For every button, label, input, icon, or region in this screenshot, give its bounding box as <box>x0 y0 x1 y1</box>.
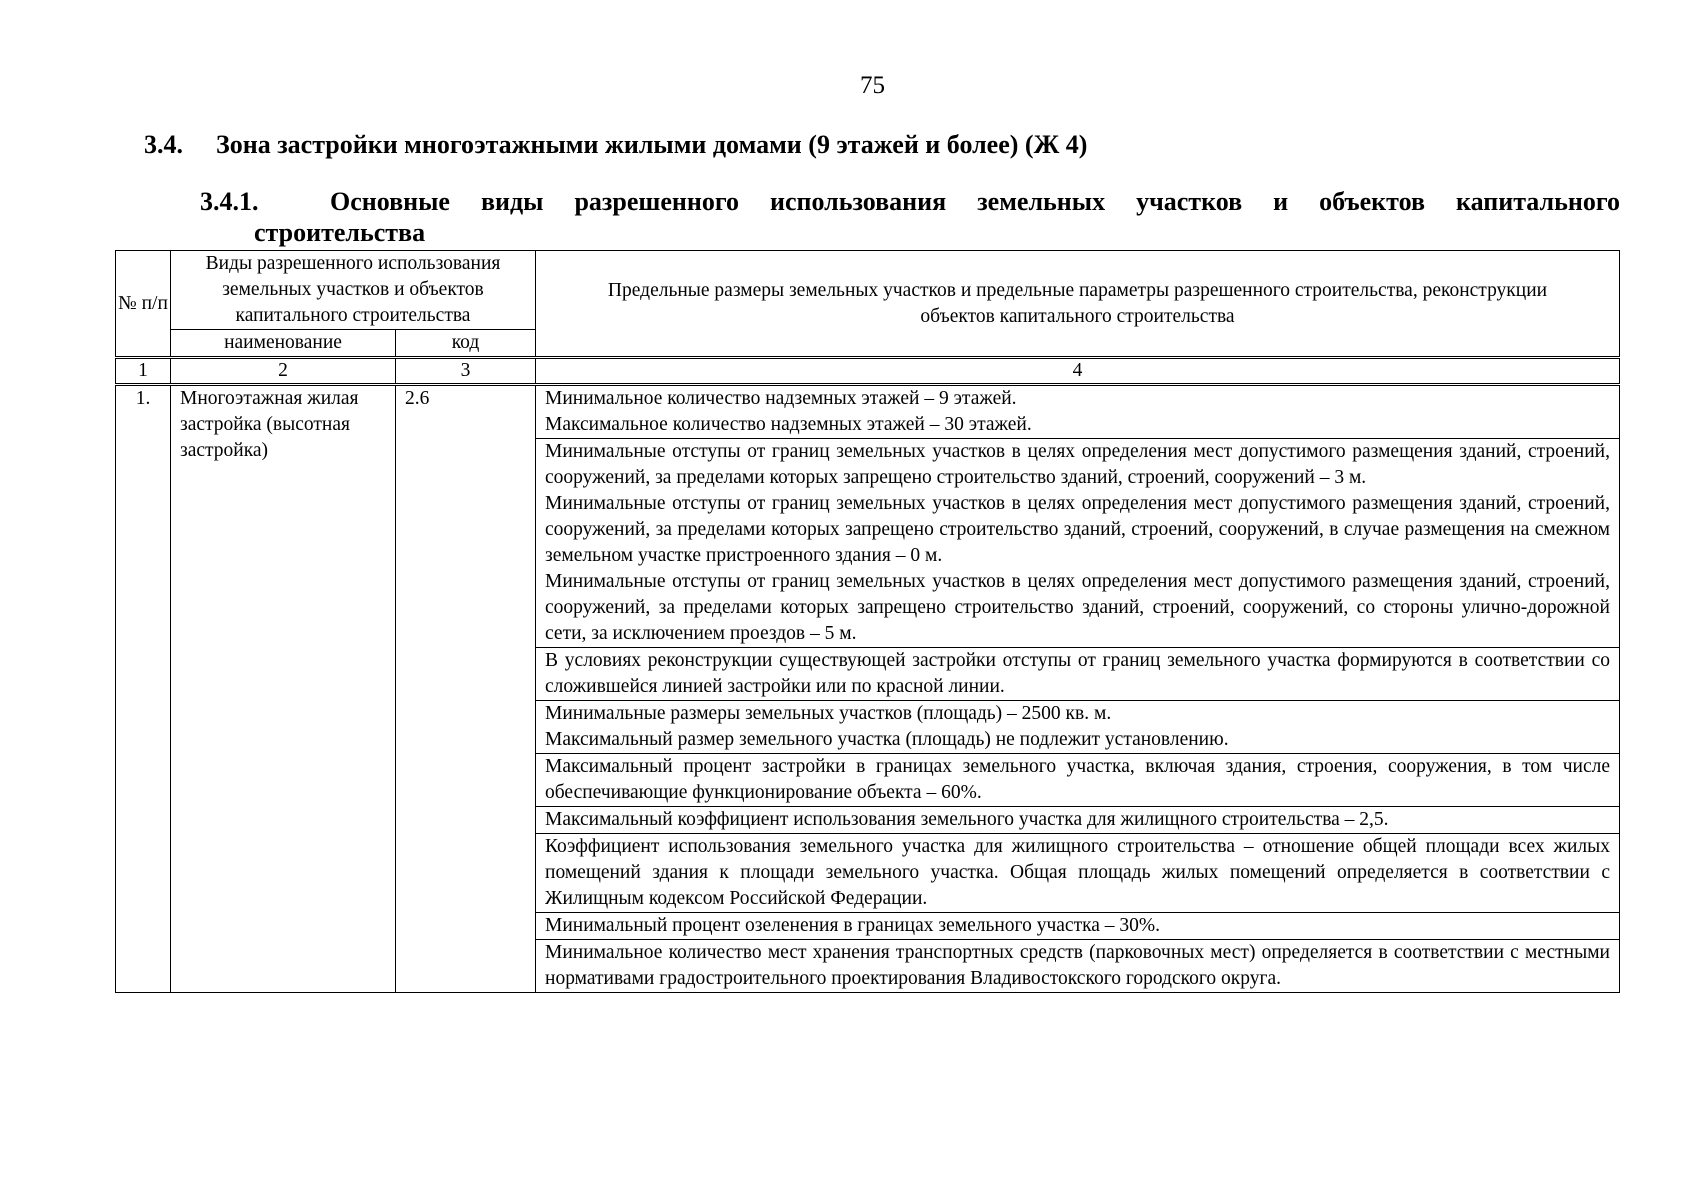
param-cell <box>536 940 1620 993</box>
table-index-row <box>116 358 1620 385</box>
param-text: Минимальные размеры земельных участков (площадь) – 2500 кв. м. <box>545 703 1112 724</box>
header-types-group: Виды разрешенного использования земельных участков и объектов капитального строительства <box>171 251 536 330</box>
param-cell <box>536 754 1620 807</box>
subsection-heading-line1 <box>200 186 1620 217</box>
param-cell <box>536 648 1620 701</box>
index-cell: 1 <box>116 358 171 385</box>
param-text: Минимальный процент озеленения в границах земельного участка – 30%. <box>545 915 1161 936</box>
header-num: № п/п <box>116 251 171 358</box>
row-num: 1. <box>116 385 171 993</box>
section-number: 3.4. <box>144 130 183 159</box>
zoning-table <box>115 250 1620 993</box>
param-text: Минимальное количество надземных этажей – 9 этажей. <box>545 388 1017 409</box>
param-cell <box>536 701 1620 754</box>
param-text: Минимальное количество мест хранения транспортных средств (парковочных мест) определяется в соответствии с местными нормативами градостроительного проектирования Владивостокского городского округа. <box>545 942 1610 989</box>
param-text: В условиях реконструкции существующей застройки отступы от границ земельного участка формируются в соответствии со сложившейся линией застройки или по красной линии. <box>545 650 1610 697</box>
param-text: Минимальные отступы от границ земельных участков в целях определения мест допустимого размещения зданий, строений, сооружений, за пределами которых запрещено строительство зданий, строений, сооружений, со стороны улично-дорожной сети, за исключением проездов – 5 м. <box>545 571 1610 644</box>
page-number: 75 <box>860 72 885 99</box>
table-header-row <box>116 251 1620 330</box>
param-cell <box>536 913 1620 940</box>
subsection-number: 3.4.1. <box>200 187 259 216</box>
header-code: код <box>396 330 536 358</box>
param-cell <box>536 385 1620 439</box>
param-text: Минимальные отступы от границ земельных участков в целях определения мест допустимого размещения зданий, строений, сооружений, за пределами которых запрещено строительство зданий, строений, сооружений – 3 м. <box>545 441 1610 488</box>
param-cell <box>536 834 1620 913</box>
header-name: наименование <box>171 330 396 358</box>
index-cell: 4 <box>536 358 1620 385</box>
param-cell <box>536 807 1620 834</box>
param-text: Минимальные отступы от границ земельных участков в целях определения мест допустимого размещения зданий, строений, сооружений, за пределами которых запрещено строительство зданий, строений, сооружений, в случае размещения на смежном земельном участке пристроенного здания – 0 м. <box>545 493 1610 566</box>
param-cell <box>536 439 1620 648</box>
index-cell: 2 <box>171 358 396 385</box>
subsection-title-line1: Основные виды разрешенного использования земельных участков и объектов капитального <box>330 187 1620 216</box>
row-code: 2.6 <box>396 385 536 993</box>
param-text: Максимальный размер земельного участка (площадь) не подлежит установлению. <box>545 729 1229 750</box>
index-cell: 3 <box>396 358 536 385</box>
header-params: Предельные размеры земельных участков и предельные параметры разрешенного строительства, реконструкции объектов капитального строительства <box>536 251 1620 358</box>
table-row <box>116 385 1620 439</box>
subsection-title-line2: строительства <box>254 218 426 247</box>
param-text: Максимальный коэффициент использования земельного участка для жилищного строительства – 2,5. <box>545 809 1389 830</box>
section-heading <box>144 130 1087 160</box>
param-text: Максимальный процент застройки в границах земельного участка, включая здания, строения, сооружения, в том числе обеспечивающие функционирование объекта – 60%. <box>545 756 1610 803</box>
subsection-heading <box>200 186 1620 248</box>
param-text: Коэффициент использования земельного участка для жилищного строительства – отношение общей площади всех жилых помещений здания к площади земельного участка. Общая площадь жилых помещений определяется в соответствии с Жилищным кодексом Российской Федерации. <box>545 836 1610 909</box>
section-title: Зона застройки многоэтажными жилыми домами (9 этажей и более) (Ж 4) <box>216 130 1088 159</box>
param-text: Максимальное количество надземных этажей – 30 этажей. <box>545 414 1032 435</box>
row-name: Многоэтажная жилая застройка (высотная застройка) <box>171 385 396 993</box>
